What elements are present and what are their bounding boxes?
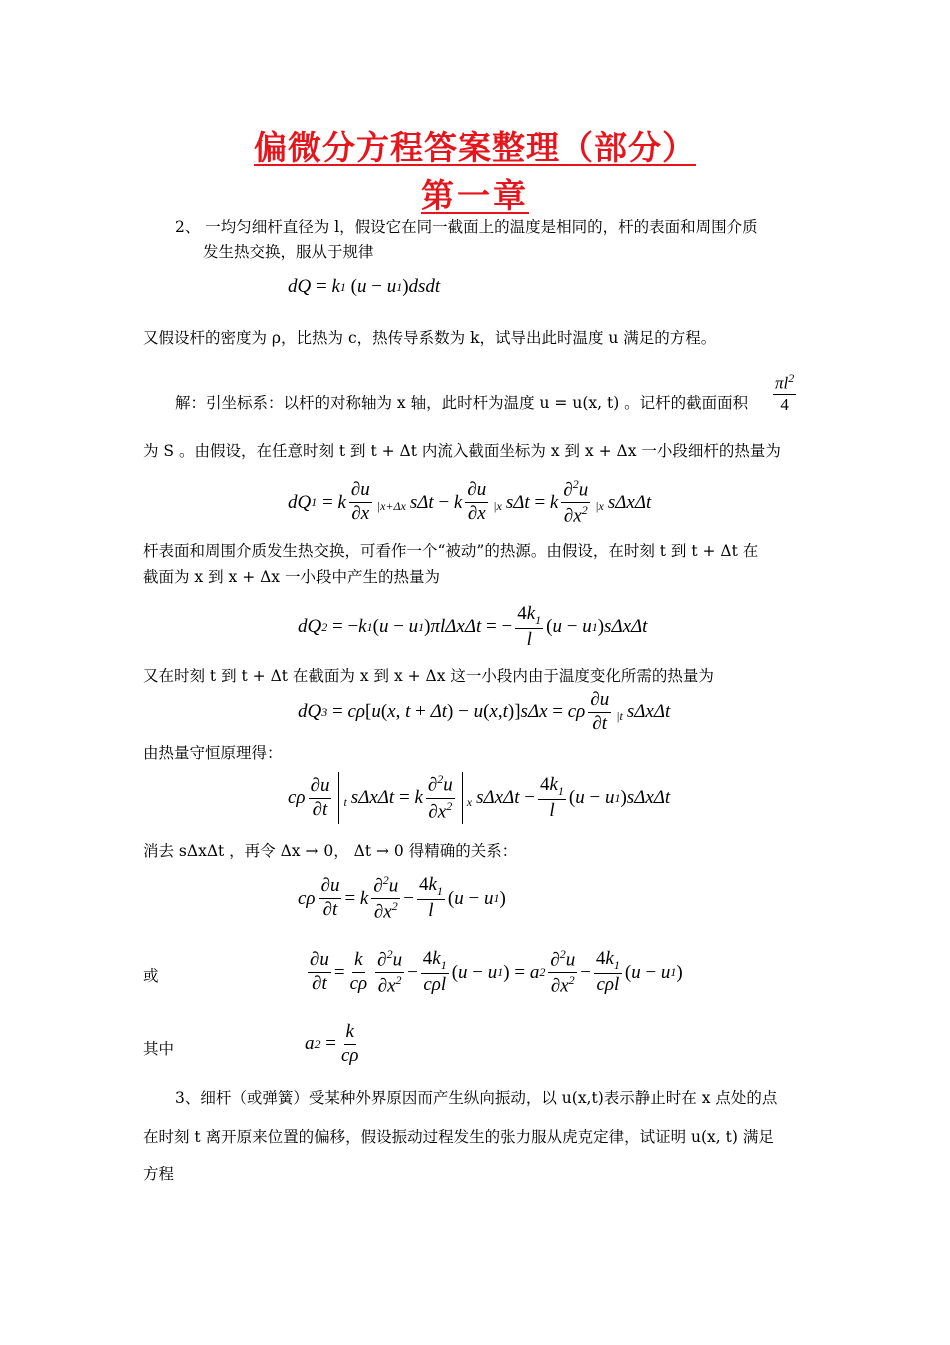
solution-line-5: 又在时刻 t 到 t + Δt 在截面为 x 到 x + Δx 这一小段内由于温度变化所需的热量为 (143, 667, 714, 685)
equation-a-squared: a 2 = $\frac{k}{c\rho}$ (305, 1021, 359, 1066)
or-label: 或 (143, 967, 159, 985)
equation-heat-exchange-law: dQ = k 1 ( u − u 1 ) dsdt (288, 276, 441, 297)
problem-2-line-2: 发生热交换，服从于规律 (203, 243, 374, 261)
problem-3-line-1: 3、细杆（或弹簧）受某种外界原因而产生纵向振动，以 u(x,t)表示静止时在 x 点处的点 (175, 1089, 778, 1107)
cross-section-area-fraction: $\frac{\pi l^2}{4}$ (775, 371, 795, 415)
solution-line-4: 截面为 x 到 x + Δx 一小段中产生的热量为 (143, 568, 440, 586)
equation-dQ1: dQ 1 = k $\frac{\partial u}{\partial x}$ |x+Δx sΔt − k $\frac{\partial u}{\partial x}$ |x sΔt = k $\frac{\partial^2u}{\partial x^2}$ |x sΔxΔt (288, 477, 652, 527)
chapter-heading: 第一章 (421, 176, 529, 215)
equation-dQ3: dQ 3 = cρ [ u ( x , t + Δt ) − u ( x , t )] sΔx = cρ $\frac{\partial u}{\partial t}$ |t sΔxΔt (298, 689, 671, 734)
solution-line-3: 杆表面和周围介质发生热交换，可看作一个“被动”的热源。由假设，在时刻 t 到 t + Δt 在 (143, 542, 759, 560)
where-label: 其中 (143, 1040, 175, 1058)
solution-line-7: 消去 sΔxΔt ，再令 Δx → 0， Δt → 0 得精确的关系： (143, 842, 518, 860)
solution-line-6: 由热量守恒原理得： (143, 744, 283, 762)
equation-heat-alternative: $\frac{\partial u}{\partial t}$ = $\frac{k}{c\rho}$ $\frac{\partial^2u}{\partial x^2}$ − $\frac{4k_1}{\text{cρl}}$ ( u − u 1 ) = a 2 $\frac{\partial^2u}{\partial x^2}$ − $\frac{4k_1}{\text{cρl}}$ ( u − u 1 ) (310, 947, 683, 997)
document-title: 偏微分方程答案整理（部分） (254, 128, 696, 167)
equation-dQ2: dQ 2 = − k 1 ( u − u 1 ) πlΔxΔt = − $\frac{4k_1}{l}$ ( u − u 1 ) sΔxΔt (298, 603, 648, 650)
problem-2-line-3: 又假设杆的密度为 ρ，比热为 c，热传导系数为 k，试导出此时温度 u 满足的方程。 (143, 329, 717, 347)
equation-conservation: cρ $\frac{\partial u}{\partial t}$ t sΔxΔt = k $\frac{\partial^2u}{\partial x^2}$ x sΔxΔt − $\frac{4k_1}{l}$ ( u − u 1 ) sΔxΔt (288, 772, 670, 824)
solution-line-1: 解：引坐标系：以杆的对称轴为 x 轴，此时杆为温度 u = u(x, t) 。记杆的截面面积 (175, 394, 749, 412)
solution-line-2: 为 S 。由假设，在任意时刻 t 到 t + Δt 内流入截面坐标为 x 到 x + Δx 一小段细杆的热量为 (143, 442, 781, 460)
problem-2-line-1: 2、 一均匀细杆直径为 l，假设它在同一截面上的温度是相同的，杆的表面和周围介质 (175, 218, 758, 236)
equation-heat-final: cρ $\frac{\partial u}{\partial t}$ = k $\frac{\partial^2u}{\partial x^2}$ − $\frac{4k_1}{l}$ ( u − u 1 ) (298, 873, 506, 923)
problem-3-line-2: 在时刻 t 离开原来位置的偏移，假设振动过程发生的张力服从虎克定律，试证明 u(x, t) 满足 (143, 1128, 774, 1146)
problem-3-line-3: 方程 (143, 1165, 175, 1183)
